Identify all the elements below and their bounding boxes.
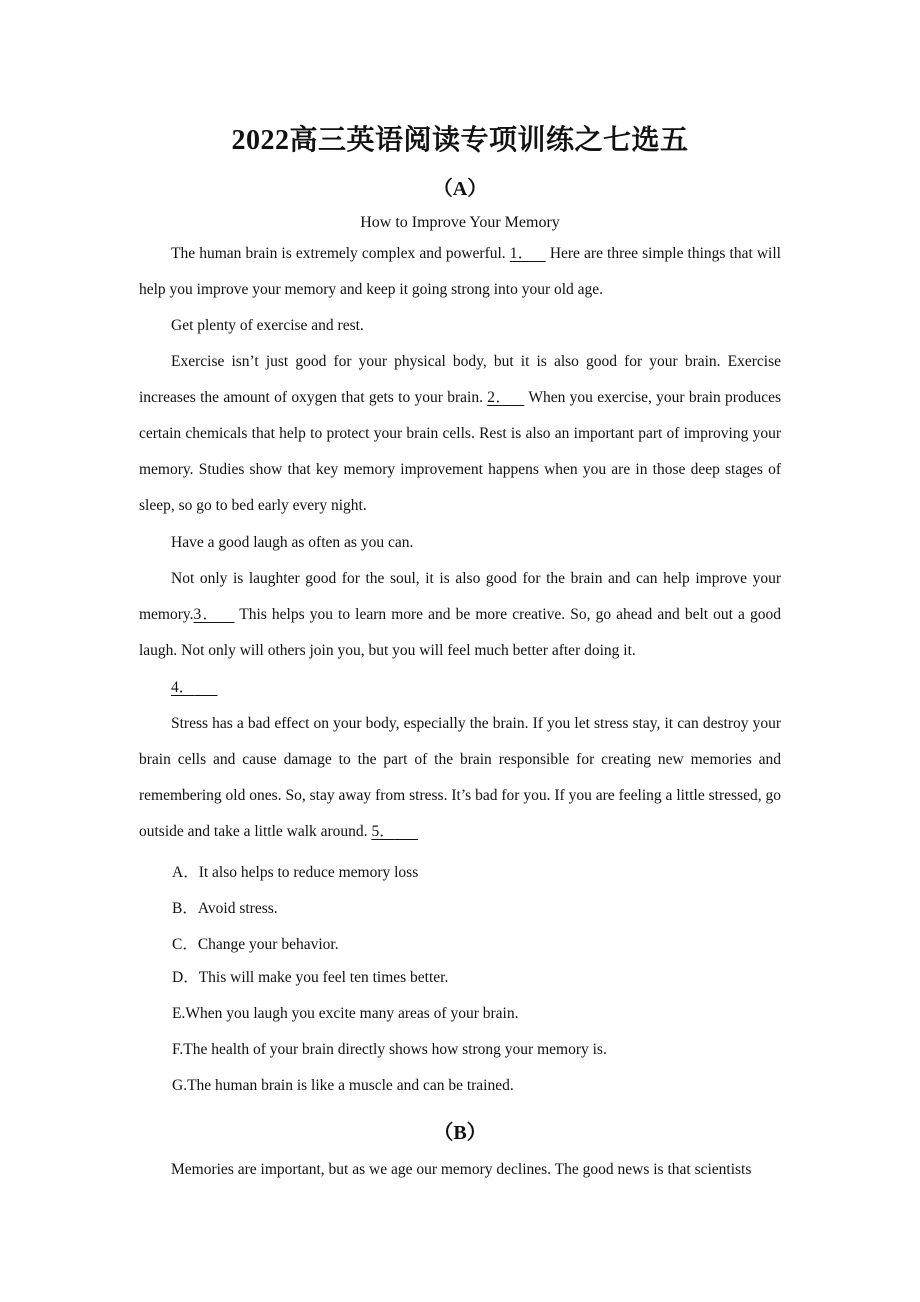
blank-5[interactable]: 5． [371,823,395,840]
heading-4 [139,670,781,706]
option-d: D．This will make you feel ten times better. [172,969,449,986]
passage-title: How to Improve Your Memory [360,214,560,231]
section-b-heading: （B） [433,1122,487,1144]
option-f: F.The health of your brain directly shows how strong your memory is. [172,1041,607,1058]
option-b: B．Avoid stress. [172,900,278,917]
blank-4[interactable]: 4． [171,679,195,696]
paragraph-1: The human brain is extremely complex and powerful. 1． Here are three simple things that will help you improve your memory and keep it going strong into your old age. [139,245,781,298]
paragraph-2: Exercise isn’t just good for your physical body, but it is also good for your brain. Exercise increases the amount of oxygen that gets to your brain. 2． When you exercise, your brain produces certain chemicals that help to protect your brain cells. Rest is also an important part of improving your memory. Studies show that key memory improvement happens when you are in those deep stages of sleep, so go to bed early every night. [139,353,782,514]
blank-3[interactable]: 3． [193,606,220,623]
option-a: A．It also helps to reduce memory loss [172,864,419,881]
section-a-heading: （A） [432,178,488,200]
heading-exercise: Get plenty of exercise and rest. [171,317,364,334]
option-g: G.The human brain is like a muscle and can be trained. [172,1077,514,1094]
option-e: E.When you laugh you excite many areas of your brain. [172,1005,519,1022]
page-title: 2022高三英语阅读专项训练之七选五 [231,125,689,156]
option-c: C．Change your behavior. [172,936,339,953]
blank-2[interactable]: 2． [487,389,512,406]
blank-1[interactable]: 1． [509,245,534,262]
heading-laugh: Have a good laugh as often as you can. [171,534,414,551]
paragraph-4: Stress has a bad effect on your body, especially the brain. If you let stress stay, it can destroy your brain cells and cause damage to the part of the brain responsible for creating new memories and remembering old ones. So, stay away from stress. It’s bad for you. If you are feeling a little stressed, go outside and take a little walk around. 5． [139,715,781,840]
paragraph-3: Not only is laughter good for the soul, it is also good for the brain and can help improve your memory.3． This helps you to learn more and be more creative. So, go ahead and belt out a good laugh. Not only will others join you, but you will feel much better after doing it. [139,570,782,659]
paragraph-b1: Memories are important, but as we age our memory declines. The good news is that scientists [171,1161,752,1178]
